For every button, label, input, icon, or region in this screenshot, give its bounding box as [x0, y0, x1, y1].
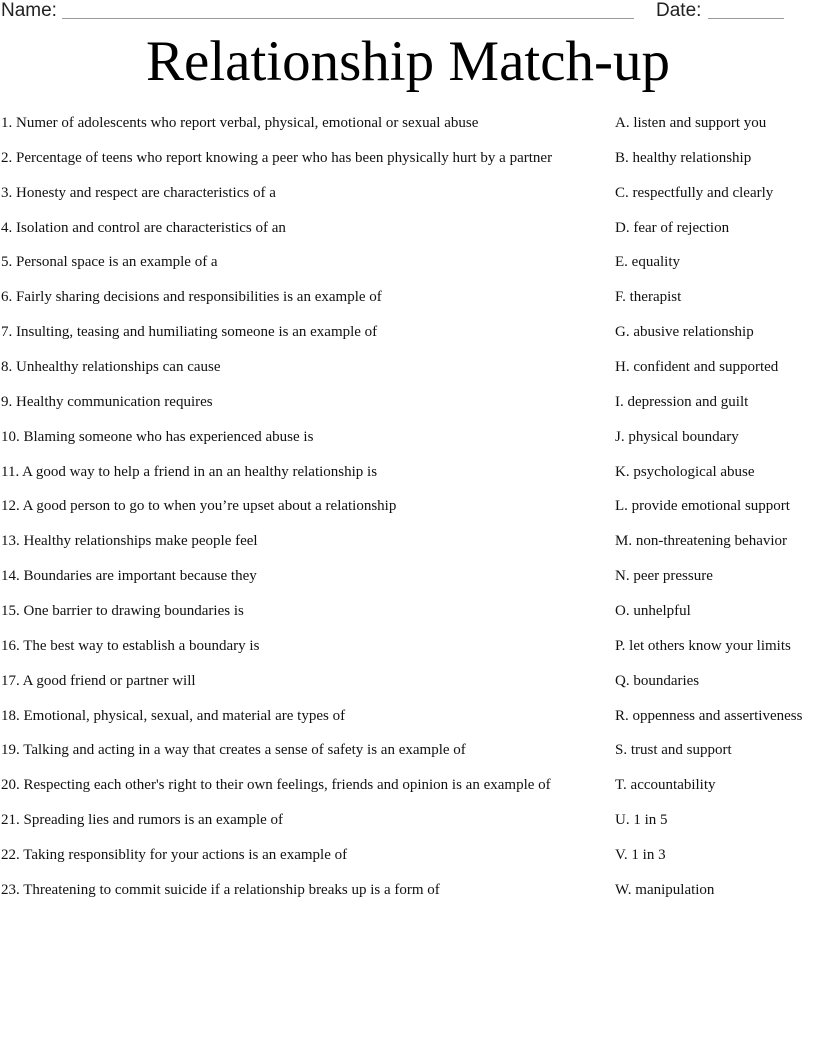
answer-item: D. fear of rejection [615, 219, 730, 236]
name-label: Name: [1, 0, 57, 21]
answer-item: Q. boundaries [615, 672, 700, 689]
worksheet-header [0, 0, 816, 24]
question-item: 7. Insulting, teasing and humiliating someone is an example of [1, 324, 378, 341]
question-item: 17. A good friend or partner will [1, 672, 196, 689]
question-item: 8. Unhealthy relationships can cause [1, 359, 221, 376]
question-item: 2. Percentage of teens who report knowing a peer who has been physically hurt by a partner [1, 149, 553, 166]
question-item: 21. Spreading lies and rumors is an example of [1, 812, 284, 829]
answer-item: C. respectfully and clearly [615, 184, 774, 201]
page-title: Relationship Match-up [146, 30, 670, 93]
question-item: 6. Fairly sharing decisions and responsibilities is an example of [1, 289, 382, 306]
question-item: 10. Blaming someone who has experienced abuse is [1, 428, 314, 445]
question-item: 3. Honesty and respect are characteristics of a [1, 184, 276, 201]
questions-list [1, 114, 605, 916]
question-item: 19. Talking and acting in a way that creates a sense of safety is an example of [1, 742, 466, 759]
name-blank-line[interactable] [62, 18, 634, 19]
answer-item: H. confident and supported [615, 359, 779, 376]
answer-item: E. equality [615, 254, 680, 271]
question-item: 23. Threatening to commit suicide if a relationship breaks up is a form of [1, 881, 440, 898]
question-item: 5. Personal space is an example of a [1, 254, 218, 271]
date-label: Date: [656, 0, 702, 21]
answer-item: O. unhelpful [615, 603, 691, 620]
question-item: 22. Taking responsiblity for your actions is an example of [1, 847, 348, 864]
answer-item: N. peer pressure [615, 568, 713, 585]
question-item: 9. Healthy communication requires [1, 393, 213, 410]
answer-item: B. healthy relationship [615, 149, 752, 166]
question-item: 20. Respecting each other's right to their own feelings, friends and opinion is an example of [1, 777, 551, 794]
question-item: 4. Isolation and control are characteristics of an [1, 219, 286, 236]
answer-item: R. oppenness and assertiveness [615, 707, 803, 724]
question-item: 16. The best way to establish a boundary is [1, 637, 260, 654]
answer-item: S. trust and support [615, 742, 732, 759]
answers-list [615, 114, 815, 916]
question-item: 1. Numer of adolescents who report verbal, physical, emotional or sexual abuse [1, 115, 479, 131]
answer-item: A. listen and support you [615, 115, 767, 131]
question-item: 14. Boundaries are important because they [1, 568, 257, 585]
answer-item: K. psychological abuse [615, 463, 755, 480]
date-blank-line[interactable] [708, 18, 784, 19]
answer-item: G. abusive relationship [615, 324, 754, 341]
question-item: 12. A good person to go to when you’re upset about a relationship [1, 498, 397, 515]
question-item: 13. Healthy relationships make people feel [1, 533, 258, 550]
answer-item: P. let others know your limits [615, 637, 791, 654]
answer-item: I. depression and guilt [615, 393, 749, 410]
answer-item: W. manipulation [615, 881, 715, 898]
answer-item: F. therapist [615, 289, 682, 306]
answer-item: L. provide emotional support [615, 498, 790, 515]
answer-item: V. 1 in 3 [615, 847, 666, 864]
question-item: 18. Emotional, physical, sexual, and material are types of [1, 707, 346, 724]
question-item: 11. A good way to help a friend in an an healthy relationship is [1, 463, 378, 480]
question-item: 15. One barrier to drawing boundaries is [1, 603, 244, 620]
answer-item: M. non-threatening behavior [615, 533, 788, 550]
answer-item: J. physical boundary [615, 428, 739, 445]
answer-item: T. accountability [615, 777, 716, 794]
answer-item: U. 1 in 5 [615, 812, 668, 829]
